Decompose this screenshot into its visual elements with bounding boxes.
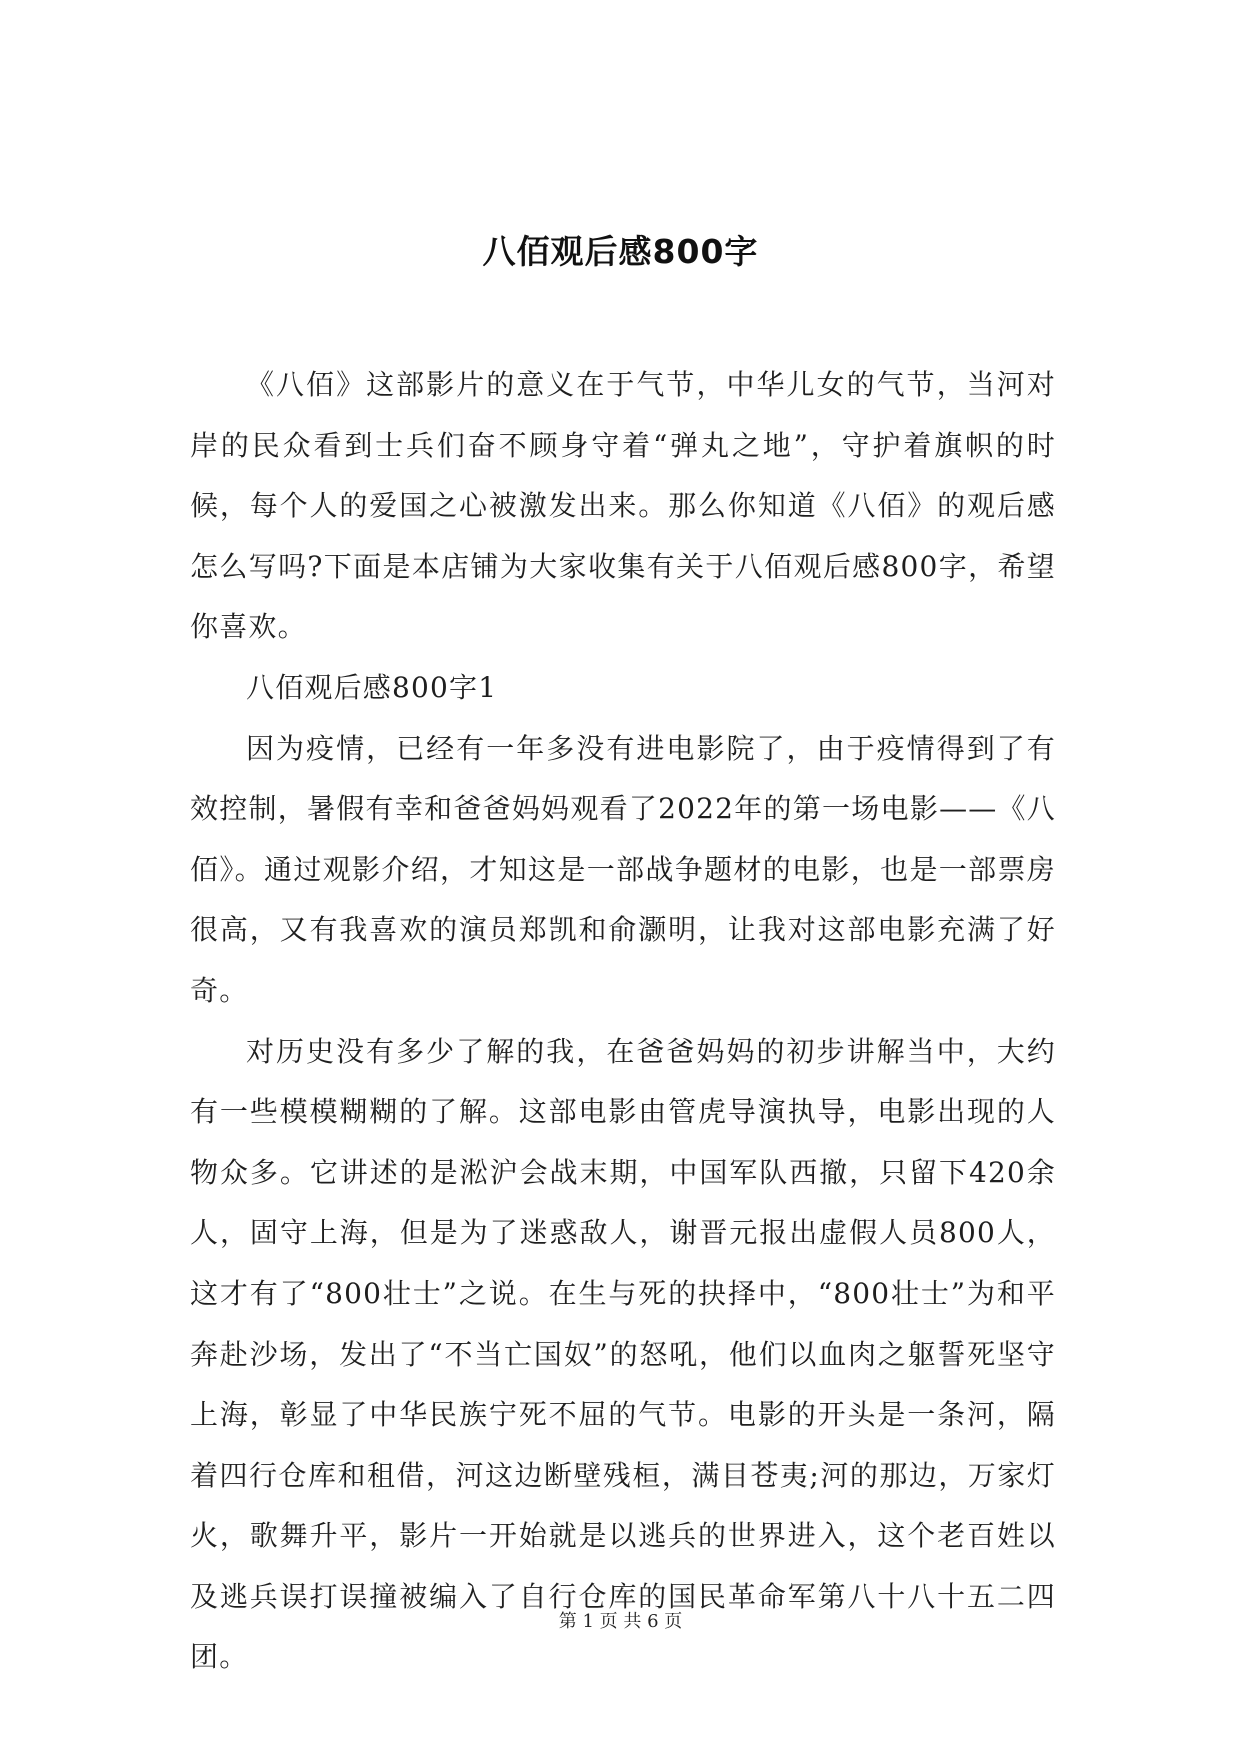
body-paragraph: 对历史没有多少了解的我，在爸爸妈妈的初步讲解当中，大约有一些模模糊糊的了解。这部电影由管虎导演执导，电影出现的人物众多。它讲述的是淞沪会战末期，中国军队西撤，只留下420余人，固守上海，但是为了迷惑敌人，谢晋元报出虚假人员800人，这才有了“800壮士”之说。在生与死的抉择中，“800壮士”为和平奔赴沙场，发出了“不当亡国奴”的怒吼，他们以血肉之躯誓死坚守上海，彰显了中华民族宁死不屈的气节。电影的开头是一条河，隔着四行仓库和租借，河这边断壁残桓，满目苍夷;河的那边，万家灯火，歌舞升平，影片一开始就是以逃兵的世界进入，这个老百姓以及逃兵误打误撞被编入了自行仓库的国民革命军第八十八十五二四团。 (190, 1034, 1056, 1674)
intro-paragraph: 《八佰》这部影片的意义在于气节，中华儿女的气节，当河对岸的民众看到士兵们奋不顾身守着“弹丸之地”，守护着旗帜的时候，每个人的爱国之心被激发出来。那么你知道《八佰》的观后感怎么写吗?下面是本店铺为大家收集有关于八佰观后感800字，希望你喜欢。 (190, 368, 1056, 644)
section-heading: 八佰观后感800字1 (246, 670, 498, 704)
document-title: 八佰观后感800字 (482, 232, 759, 271)
body-paragraph: 因为疫情，已经有一年多没有进电影院了，由于疫情得到了有效控制，暑假有幸和爸爸妈妈观看了2022年的第一场电影——《八佰》。通过观影介绍，才知这是一部战争题材的电影，也是一部票房很高，又有我喜欢的演员郑凯和俞灏明，让我对这部电影充满了好奇。 (190, 731, 1056, 1007)
document-body (190, 355, 1056, 1688)
page-number-footer: 第 1 页 共 6 页 (558, 1611, 683, 1632)
